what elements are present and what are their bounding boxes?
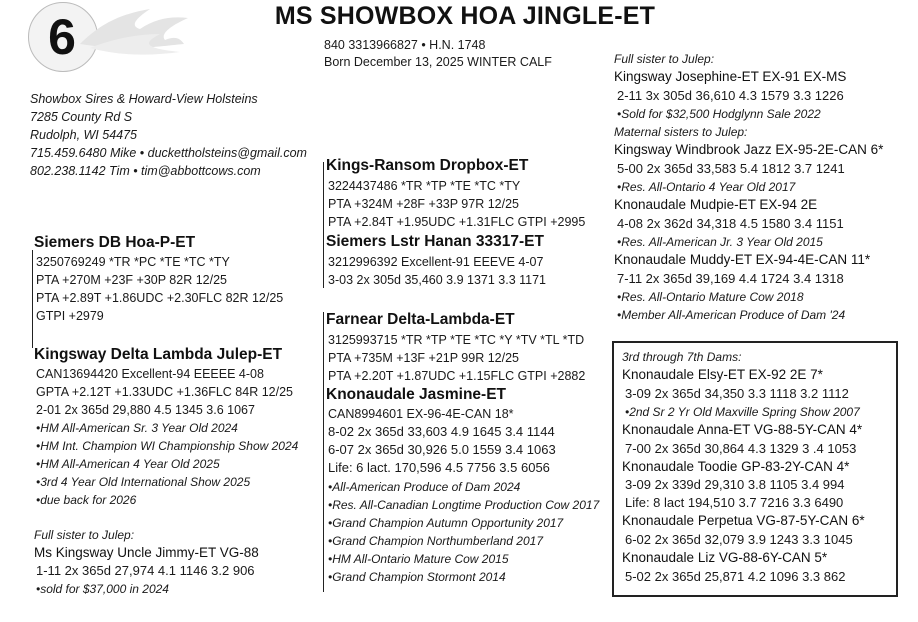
consignor-line: 715.459.6480 Mike • duckettholsteins@gmail.com	[30, 146, 307, 160]
dam-dam-record: 6-07 2x 365d 30,926 5.0 1559 3.4 1063	[328, 442, 556, 457]
lot-number: 6	[48, 9, 76, 65]
dam-honor: •HM All-American 4 Year Old 2025	[36, 457, 220, 471]
page-title: MS SHOWBOX HOA JINGLE-ET	[274, 2, 656, 30]
dam-dam-record: 8-02 2x 365d 33,603 4.9 1645 3.4 1144	[328, 424, 555, 439]
birth-line: Born December 13, 2025 WINTER CALF	[324, 55, 552, 69]
dam-dam-honor: •HM All-Ontario Mature Cow 2015	[328, 552, 509, 566]
maternal-sister-record: 4-08 2x 362d 34,318 4.5 1580 3.4 1151	[617, 216, 844, 231]
sire-sire-name: Kings-Ransom Dropbox-ET	[326, 157, 529, 174]
dam-3-note: •2nd Sr 2 Yr Old Maxville Spring Show 2007	[625, 405, 860, 419]
maternal-sister-note: •Res. All-American Jr. 3 Year Old 2015	[617, 235, 823, 249]
full-sister-note: •sold for $37,000 in 2024	[36, 582, 169, 596]
full-sister-note: •Sold for $32,500 Hodglynn Sale 2022	[617, 107, 821, 121]
dam-name: Kingsway Delta Lambda Julep-ET	[34, 346, 283, 363]
dam-5-lifetime: Life: 8 lact 194,510 3.7 7216 3.3 6490	[625, 495, 844, 510]
full-sister-record: 1-11 2x 365d 27,974 4.1 1146 3.2 906	[36, 563, 255, 578]
sire-info: 3250769249 *TR *PC *TE *TC *TY	[36, 255, 230, 269]
maternal-sister-note: •Res. All-Ontario 4 Year Old 2017	[617, 180, 796, 194]
maternal-sister-record: 7-11 2x 365d 39,169 4.4 1724 3.4 1318	[617, 271, 844, 286]
maternal-sister-record: 5-00 2x 365d 33,583 5.4 1812 3.7 1241	[617, 161, 845, 176]
dam-6-name: Knonaudale Perpetua VG-87-5Y-CAN 6*	[622, 513, 865, 528]
consignor-line: Rudolph, WI 54475	[30, 128, 138, 142]
consignor-line: 802.238.1142 Tim • tim@abbottcows.com	[30, 164, 261, 178]
dam-4-name: Knonaudale Anna-ET VG-88-5Y-CAN 4*	[622, 422, 863, 437]
dam-dam-info: CAN8994601 EX-96-4E-CAN 18*	[328, 407, 514, 421]
sire-sire-info: 3224437486 *TR *TP *TE *TC *TY	[328, 179, 521, 193]
consignor-line: Showbox Sires & Howard-View Holsteins	[30, 92, 258, 106]
sire-info: GTPI +2979	[36, 309, 104, 323]
maternal-sister-note: •Res. All-Ontario Mature Cow 2018	[617, 290, 804, 304]
dam-sire-info: PTA +2.20T +1.87UDC +1.15FLC GTPI +2882	[328, 369, 586, 383]
consignor-line: 7285 County Rd S	[30, 110, 133, 124]
dam-info: CAN13694420 Excellent-94 EEEEE 4-08	[36, 367, 264, 381]
full-sister-name: Kingsway Josephine-ET EX-91 EX-MS	[614, 69, 847, 84]
dam-5-name: Knonaudale Toodie GP-83-2Y-CAN 4*	[622, 459, 850, 474]
sire-sire-info: PTA +324M +28F +33P 97R 12/25	[328, 197, 519, 211]
dam-info: GPTA +2.12T +1.33UDC +1.36FLC 84R 12/25	[36, 385, 293, 399]
pedigree-line	[323, 162, 324, 288]
sire-info: PTA +2.89T +1.86UDC +2.30FLC 82R 12/25	[36, 291, 284, 305]
maternal-sisters-label: Maternal sisters to Julep:	[614, 125, 748, 139]
registration-line: 840 3313966827 • H.N. 1748	[324, 38, 486, 52]
full-sister-label: Full sister to Julep:	[34, 528, 135, 542]
dam-4-record: 7-00 2x 365d 30,864 4.3 1329 3 .4 1053	[625, 441, 857, 456]
sire-dam-name: Siemers Lstr Hanan 33317-ET	[326, 233, 544, 250]
dams-box-label: 3rd through 7th Dams:	[622, 350, 742, 364]
dam-honor: •HM Int. Champion WI Championship Show 2024	[36, 439, 299, 453]
full-sister-name: Ms Kingsway Uncle Jimmy-ET VG-88	[34, 545, 259, 560]
maternal-sister-name: Knonaudale Muddy-ET EX-94-4E-CAN 11*	[614, 252, 871, 267]
dam-sire-name: Farnear Delta-Lambda-ET	[326, 311, 515, 328]
dam-dam-lifetime: Life: 6 lact. 170,596 4.5 7756 3.5 6056	[328, 460, 550, 475]
dam-5-record: 3-09 2x 339d 29,310 3.8 1105 3.4 994	[625, 477, 845, 492]
dam-dam-name: Knonaudale Jasmine-ET	[326, 386, 507, 403]
dam-dam-honor: •All-American Produce of Dam 2024	[328, 480, 521, 494]
dam-sire-info: PTA +735M +13F +21P 99R 12/25	[328, 351, 519, 365]
maternal-sister-name: Kingsway Windbrook Jazz EX-95-2E-CAN 6*	[614, 142, 884, 157]
dam-sire-info: 3125993715 *TR *TP *TE *TC *Y *TV *TL *TD	[328, 333, 585, 347]
dam-dam-honor: •Grand Champion Stormont 2014	[328, 570, 506, 584]
dam-dam-honor: •Grand Champion Northumberland 2017	[328, 534, 543, 548]
dam-honor: •HM All-American Sr. 3 Year Old 2024	[36, 421, 238, 435]
dam-info: 2-01 2x 365d 29,880 4.5 1345 3.6 1067	[36, 403, 255, 417]
full-sister-label: Full sister to Julep:	[614, 52, 715, 66]
dam-6-record: 6-02 2x 365d 32,079 3.9 1243 3.3 1045	[625, 532, 853, 547]
dam-dam-honor: •Grand Champion Autumn Opportunity 2017	[328, 516, 564, 530]
dam-7-record: 5-02 2x 365d 25,871 4.2 1096 3.3 862	[625, 569, 846, 584]
full-sister-record: 2-11 3x 305d 36,610 4.3 1579 3.3 1226	[617, 88, 844, 103]
dam-7-name: Knonaudale Liz VG-88-6Y-CAN 5*	[622, 550, 828, 565]
sire-dam-info: 3-03 2x 305d 35,460 3.9 1371 3.3 1171	[328, 273, 547, 287]
dam-dam-honor: •Res. All-Canadian Longtime Production Cow 2017	[328, 498, 600, 512]
dam-honor: •due back for 2026	[36, 493, 137, 507]
sire-dam-info: 3212996392 Excellent-91 EEEVE 4-07	[328, 255, 544, 269]
dam-3-record: 3-09 2x 365d 34,350 3.3 1118 3.2 1112	[625, 386, 849, 401]
dam-honor: •3rd 4 Year Old International Show 2025	[36, 475, 251, 489]
sire-name: Siemers DB Hoa-P-ET	[34, 234, 196, 251]
dam-3-name: Knonaudale Elsy-ET EX-92 2E 7*	[622, 367, 823, 382]
flame-icon	[80, 4, 190, 64]
maternal-sister-note: •Member All-American Produce of Dam '24	[617, 308, 846, 322]
pedigree-line	[32, 250, 33, 348]
maternal-sister-name: Knonaudale Mudpie-ET EX-94 2E	[614, 197, 818, 212]
sire-sire-info: PTA +2.84T +1.95UDC +1.31FLC GTPI +2995	[328, 215, 586, 229]
sire-info: PTA +270M +23F +30P 82R 12/25	[36, 273, 227, 287]
pedigree-line	[323, 312, 324, 592]
